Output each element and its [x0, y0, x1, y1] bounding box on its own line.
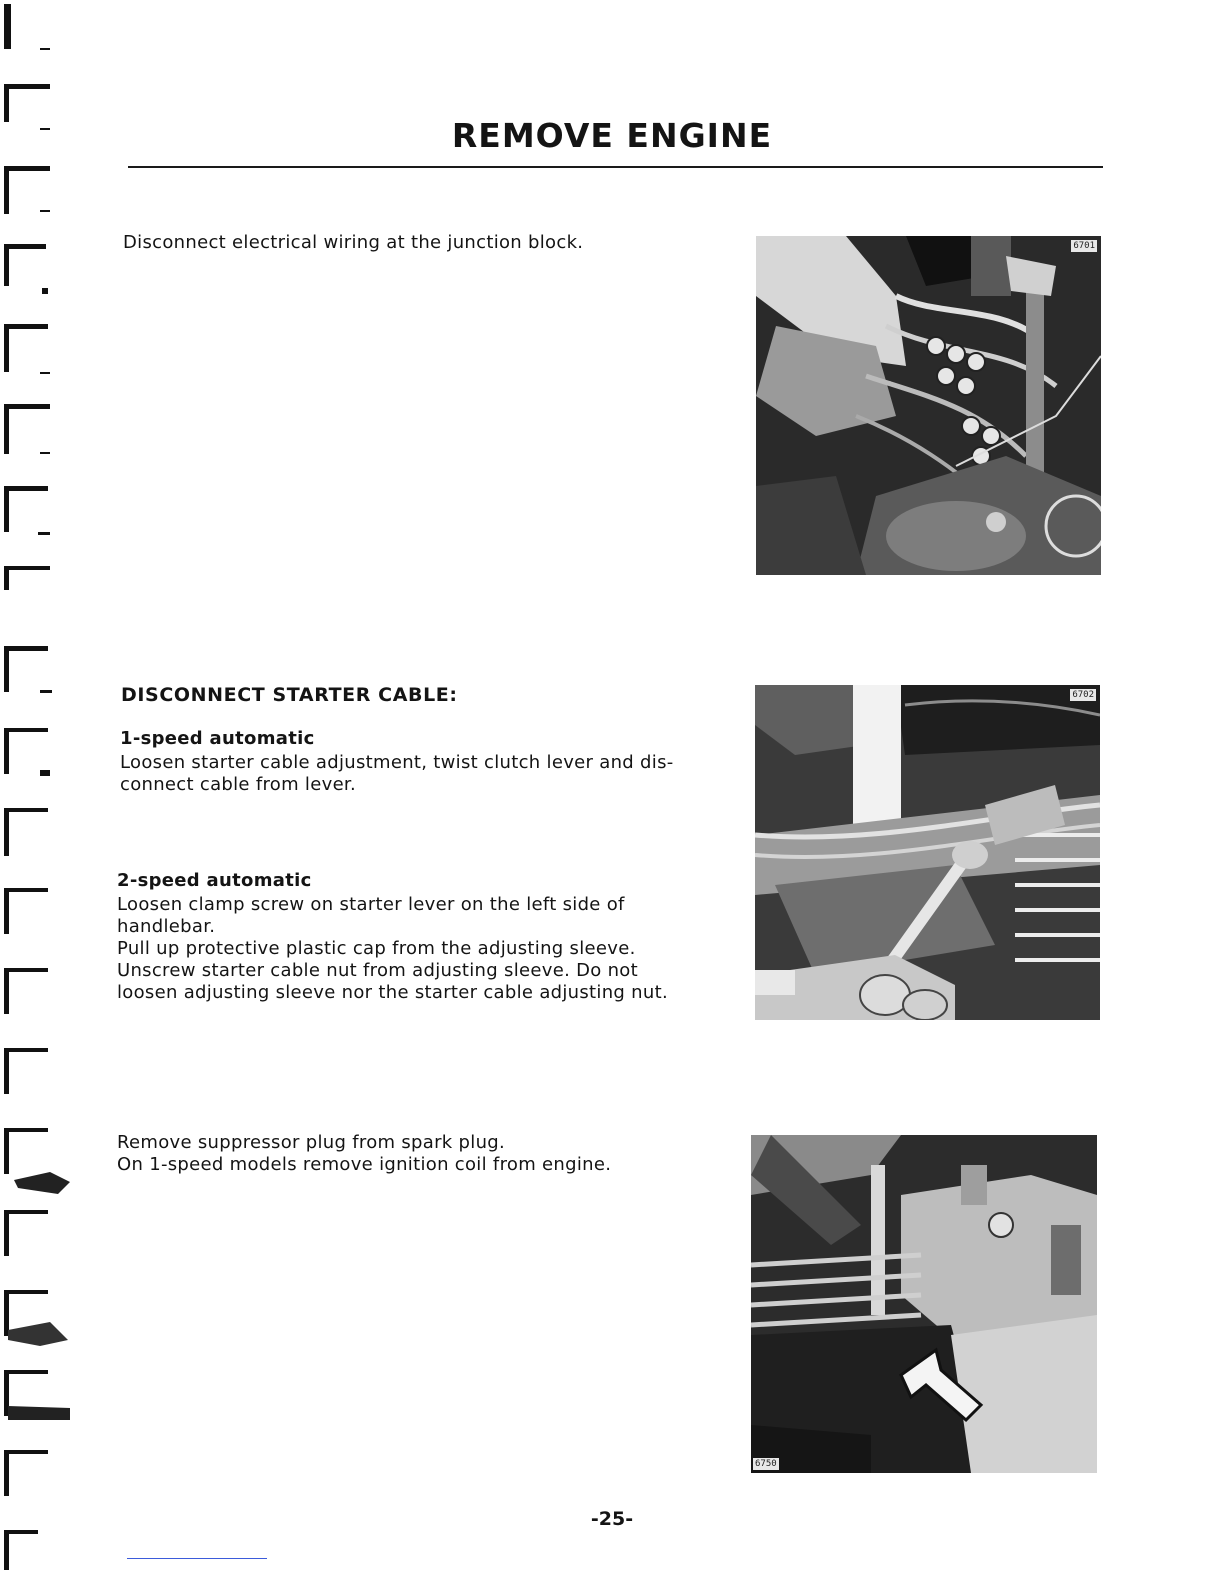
- subheading-1-speed: 1-speed automatic: [120, 728, 315, 749]
- page-title: REMOVE ENGINE: [451, 116, 773, 155]
- subheading-2-speed: 2-speed automatic: [117, 870, 312, 891]
- starter-cable-photo: [755, 685, 1100, 1020]
- instruction-line: Unscrew starter cable nut from adjusting sleeve. Do not: [117, 960, 638, 981]
- one-speed-instructions: [120, 752, 682, 796]
- page-number: -25-: [590, 1508, 634, 1530]
- photo-ref-number: 6702: [1072, 690, 1094, 700]
- instruction-line: Remove suppressor plug from spark plug.: [117, 1132, 506, 1153]
- binding-marks: [0, 0, 70, 1584]
- instruction-line: handlebar.: [117, 916, 216, 937]
- instruction-line: Loosen starter cable adjustment, twist clutch lever and dis-: [120, 752, 674, 773]
- instruction-line: loosen adjusting sleeve nor the starter cable adjusting nut.: [117, 982, 668, 1003]
- title-rule: [128, 166, 1103, 168]
- spark-plug-instructions: [117, 1132, 677, 1176]
- junction-block-photo: [756, 236, 1101, 575]
- starter-cable-heading: DISCONNECT STARTER CABLE:: [121, 684, 458, 706]
- instruction-line: connect cable from lever.: [120, 774, 357, 795]
- photo-ref-number: 6701: [1073, 241, 1095, 251]
- instruction-line: Pull up protective plastic cap from the adjusting sleeve.: [117, 938, 636, 959]
- instruction-line: Loosen clamp screw on starter lever on the left side of: [117, 894, 625, 915]
- footer-line: [127, 1558, 267, 1559]
- instruction-line: On 1-speed models remove ignition coil from engine.: [117, 1154, 612, 1175]
- photo-ref-number: 6750: [755, 1459, 777, 1469]
- junction-block-instruction: Disconnect electrical wiring at the junction block.: [123, 232, 584, 253]
- ignition-coil-photo: [751, 1135, 1097, 1473]
- two-speed-instructions: [117, 894, 682, 1004]
